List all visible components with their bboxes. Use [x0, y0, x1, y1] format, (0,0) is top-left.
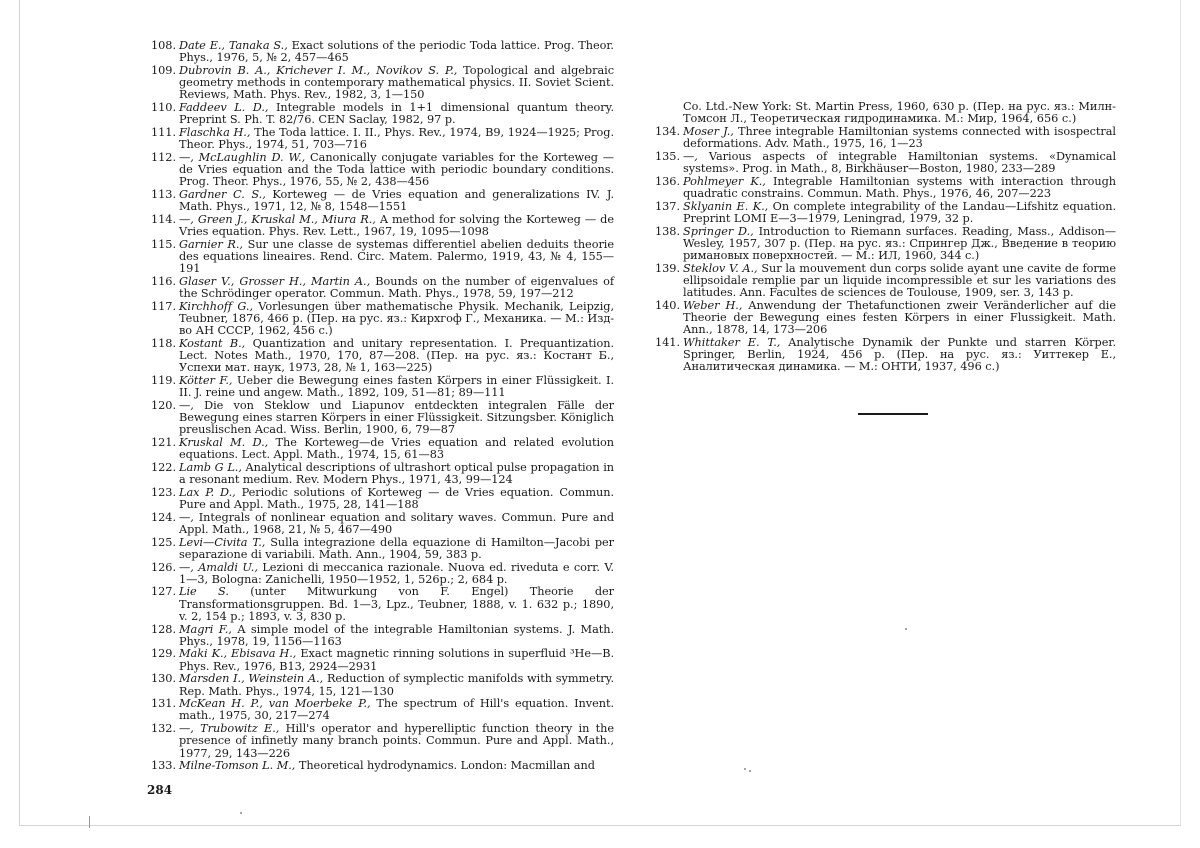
reference-number: 121.	[151, 436, 176, 449]
reference-text: A simple model of the integrable Hamiltonian systems. J. Math. Phys., 1978, 19, 1156—1163	[179, 622, 615, 648]
reference-authors: Kötter F.,	[179, 373, 233, 387]
reference-number: 112.	[151, 150, 176, 164]
reference-number: 117.	[151, 299, 176, 313]
reference-text: Bounds on the number of eigenvalues of the Schrödinger operator. Commun. Math. Phys., 1978, 59, 197—212	[179, 274, 615, 301]
reference-authors: Levi—Civita T.,	[179, 535, 266, 549]
reference-entry	[650, 337, 1116, 374]
reference-entry	[146, 65, 614, 102]
reference-text: Exact magnetic rinning solutions in superfluid ³He—B. Phys. Rev., 1976, B13, 2924—2931	[179, 647, 615, 673]
reference-authors: Kruskal M. D.,	[179, 436, 269, 449]
bibliography-right-list	[650, 126, 1116, 374]
reference-text: The Toda lattice. I. II., Phys. Rev., 1974, B9, 1924—1925; Prog. Theor. Phys., 1974, 51, 703—716	[179, 125, 614, 152]
reference-number: 110.	[151, 101, 176, 115]
reference-entry	[146, 375, 614, 399]
reference-entry	[146, 673, 614, 697]
scan-speck	[749, 770, 751, 772]
reference-number: 108.	[151, 39, 176, 52]
reference-text: Analytical descriptions of ultrashort optical pulse propagation in a resonant medium. Rev. Modern Phys., 1971, 43, 99—124	[179, 460, 614, 487]
reference-number: 119.	[151, 373, 176, 387]
reference-text: Integrals of nonlinear equation and solitary waves. Commun. Pure and Appl. Math., 1968, 21, № 5, 467—490	[179, 510, 614, 536]
reference-authors: McKean H. P., van Moerbeke P.,	[179, 697, 371, 711]
reference-number: 129.	[151, 647, 176, 661]
reference-text: Quantization and unitary representation. I. Prequantization. Lect. Notes Math., 1970, 170, 87—208. (Пер. на рус. яз.: Костант Б., Успехи мат. наук, 1973, 28, № 1, 163—225)	[179, 336, 615, 375]
reference-entry	[146, 562, 614, 586]
reference-number: 114.	[151, 212, 176, 226]
scan-bottom-edge	[19, 825, 1181, 826]
reference-text: On complete integrability of the Landau—Lifshitz equation. Preprint LOMI E—3—1979, Leningrad, 1979, 32 p.	[683, 199, 1116, 225]
reference-number: 136.	[655, 174, 680, 188]
scan-left-edge	[19, 0, 20, 825]
reference-text: Lezioni di meccanica razionale. Nuova ed. riveduta e corr. V. 1—3, Bologna: Zanichelli, 1950—1952, 1, 526p.; 2, 684 p.	[179, 560, 614, 586]
reference-number: 115.	[151, 237, 176, 251]
reference-authors: Date E., Tanaka S.,	[179, 39, 288, 52]
reference-text: Reduction of symplectic manifolds with symmetry. Rep. Math. Phys., 1974, 15, 121—130	[179, 672, 614, 698]
reference-entry	[146, 400, 614, 437]
reference-entry	[146, 239, 614, 276]
reference-text: Ueber die Bewegung eines fasten Körpers in einer Flüssigkeit. I. II. J. reine und angew. Math., 1892, 109, 51—81; 89—111	[179, 373, 614, 400]
scan-right-edge	[1180, 0, 1181, 825]
reference-number: 132.	[151, 722, 176, 736]
reference-entry	[146, 487, 614, 511]
reference-entry	[146, 189, 614, 213]
reference-authors: Whittaker E. T.,	[683, 335, 781, 349]
reference-text: Integrable Hamiltonian systems with interaction through quadratic constrains. Commun. Math. Phys., 1976, 46, 207—223	[683, 174, 1116, 200]
reference-authors: Gardner C. S.,	[179, 187, 266, 201]
reference-authors: Springer D.,	[683, 224, 754, 238]
reference-number: 134.	[655, 124, 680, 138]
reference-authors: Maki K., Ebisava H.,	[179, 647, 297, 661]
reference-entry	[146, 462, 614, 486]
reference-authors: Pohlmeyer K.,	[683, 174, 766, 188]
reference-authors: —, Amaldi U.,	[179, 560, 258, 574]
bibliography-left-column	[146, 40, 614, 773]
reference-entry	[146, 586, 614, 623]
scan-speck	[240, 812, 242, 814]
reference-number: 138.	[655, 224, 680, 238]
reference-text: Die von Steklow und Liapunov entdeckten integralen Fälle der Bewegung eines starren Körpers in einer Flüssigkeit. Sitzungsber. Königlich preuslischen Acad. Wiss. Berlin, 1900, 6, 79—87	[179, 398, 615, 437]
end-of-list-rule	[858, 413, 928, 415]
reference-text: Anwendung der Thetafunctionen zweir Veränderlicher auf die Theorie der Bewegung eines festen Körpers in einer Flussigkeit. Math. Ann., 1878, 14, 173—206	[683, 298, 1116, 337]
reference-number: 118.	[151, 336, 176, 350]
reference-entry	[650, 176, 1116, 200]
reference-entry	[650, 201, 1116, 225]
reference-authors: Milne-Tomson L. M.,	[179, 759, 296, 773]
reference-number: 133.	[151, 759, 176, 773]
reference-text: (unter Mitwurkung von F. Engel) Theorie der Transformationsgruppen. Bd. 1—3, Lpz., Teubner, 1888, v. 1. 632 p.; 1890, v. 2, 154 p.; 1893, v. 3, 830 p.	[179, 585, 614, 623]
reference-continuation: Co. Ltd.-New York: St. Martin Press, 1960, 630 p. (Пер. на рус. яз.: Милн-Томсон Л., Теоретическая гидродинамика. М.: Мир, 1964, 656 с.)	[683, 100, 1116, 126]
reference-number: 111.	[151, 125, 176, 139]
reference-entry	[146, 624, 614, 648]
reference-authors: Magri F.,	[179, 622, 232, 636]
reference-authors: Lax P. D.,	[179, 485, 236, 499]
reference-authors: Sklyanin E. K.,	[683, 199, 769, 213]
reference-number: 127.	[151, 585, 176, 599]
reference-number: 125.	[151, 535, 176, 549]
reference-text: Integrable models in 1+1 dimensional quantum theory. Preprint S. Ph. T. 82/76. CEN Saclay, 1982, 97 p.	[179, 101, 615, 127]
reference-entry	[146, 102, 614, 126]
reference-entry	[146, 760, 614, 772]
reference-authors: —,	[683, 149, 698, 163]
reference-entry	[146, 512, 614, 536]
reference-text: Sur une classe de systemas differentiel abelien deduits theorie des equations lineaires. Rend. Circ. Matem. Palermo, 1919, 43, № 4, 155—191	[179, 237, 614, 276]
reference-number: 113.	[151, 187, 176, 201]
reference-authors: Moser J.,	[683, 124, 734, 138]
reference-text: Periodic solutions of Korteweg — de Vries equation. Commun. Pure and Appl. Math., 1975, 28, 141—188	[179, 485, 614, 512]
reference-number: 140.	[655, 298, 680, 312]
reference-authors: Lamb G L.,	[179, 460, 242, 474]
reference-authors: Lie S.	[179, 585, 229, 599]
reference-authors: —, Green J., Kruskal M., Miura R.,	[179, 212, 376, 226]
reference-text: Three integrable Hamiltonian systems connected with isospectral deformations. Adv. Math., 1975, 16, 1—23	[683, 124, 1117, 151]
reference-authors: Dubrovin B. A., Krichever I. M., Novikov S. P.,	[179, 63, 458, 77]
reference-text: The Korteweg—de Vries equation and related evolution equations. Lect. Appl. Math., 1974, 15, 61—83	[179, 436, 614, 462]
reference-entry	[146, 40, 614, 64]
scan-speck	[905, 628, 907, 630]
reference-authors: Glaser V., Grosser H., Martin A.,	[179, 274, 371, 288]
reference-text: Topological and algebraic geometry methods in contemporary mathematical physics. II. Soviet Scient. Reviews, Math. Phys. Rev., 1982, 3, 1—150	[179, 63, 614, 102]
reference-text: Canonically conjugate variables for the Korteweg — de Vries equation and the Toda lattice with periodic boundary conditions. Prog. Theor. Phys., 1976, 55, № 2, 438—456	[179, 150, 615, 189]
reference-text: A method for solving the Korteweg — de Vries equation. Phys. Rev. Lett., 1967, 19, 1095—1098	[179, 212, 614, 239]
reference-entry	[146, 301, 614, 338]
reference-entry	[146, 152, 614, 189]
reference-authors: Flaschka H.,	[179, 125, 251, 139]
bibliography-right-column	[650, 101, 1116, 374]
reference-number: 126.	[151, 560, 176, 574]
reference-authors: Faddeev L. D.,	[179, 101, 269, 115]
reference-number: 135.	[655, 149, 680, 163]
reference-authors: Kirchhoff G.,	[179, 299, 253, 313]
reference-entry	[146, 537, 614, 561]
reference-entry	[650, 263, 1116, 300]
reference-number: 128.	[151, 622, 176, 636]
reference-text: Hill's operator and hyperelliptic function theory in the presence of infinetly many branch points. Commun. Pure and Appl. Math., 1977, 29, 143—226	[179, 722, 615, 760]
reference-number: 122.	[151, 460, 176, 474]
reference-text: Introduction to Riemann surfaces. Reading, Mass., Addison—Wesley, 1957, 307 p. (Пер. на рус. яз.: Спрингер Дж., Введение в теорию римановых поверхностей. — М.: ИЛ, 1960, 344 с.)	[683, 224, 1117, 262]
reference-number: 141.	[655, 335, 680, 349]
reference-entry	[146, 698, 614, 722]
reference-text: Sur la mouvement dun corps solide ayant une cavite de forme ellipsoidale remplie par un liquide incompressible et sur les variations des latitudes. Ann. Facultes de sciences de Toulouse, 1909, ser. 3, 143 p.	[683, 261, 1116, 300]
reference-number: 123.	[151, 485, 176, 499]
reference-text: Korteweg — de Vries equation and generalizations IV. J. Math. Phys., 1971, 12, № 8, 1548—1551	[179, 187, 614, 214]
reference-authors: Garnier R.,	[179, 237, 243, 251]
reference-text: Exact solutions of the periodic Toda lattice. Prog. Theor. Phys., 1976, 5, № 2, 457—465	[179, 39, 614, 65]
reference-entry	[146, 437, 614, 461]
reference-number: 137.	[655, 199, 680, 213]
reference-authors: —, McLaughlin D. W.,	[179, 150, 306, 164]
scan-speck	[744, 768, 746, 770]
reference-authors: —,	[179, 398, 194, 412]
reference-text: Theoretical hydrodynamics. London: Macmillan and	[298, 759, 595, 773]
reference-authors: Kostant B.,	[179, 336, 246, 350]
reference-authors: —,	[179, 510, 194, 524]
reference-entry	[146, 648, 614, 672]
scan-mark	[89, 816, 90, 828]
reference-number: 124.	[151, 510, 176, 524]
reference-text: Analytische Dynamik der Punkte und starren Körper. Springer, Berlin, 1924, 456 p. (Пер. на рус. яз.: Уиттекер Е., Аналитическая динамика. — М.: ОНТИ, 1937, 496 с.)	[683, 335, 1116, 374]
reference-text: Sulla integrazione della equazione di Hamilton—Jacobi per separazione di variabili. Math. Ann., 1904, 59, 383 p.	[179, 535, 615, 561]
reference-number: 109.	[151, 63, 176, 77]
reference-number: 116.	[151, 274, 176, 288]
reference-entry	[146, 338, 614, 375]
reference-entry	[146, 214, 614, 238]
reference-entry	[650, 151, 1116, 175]
reference-entry	[146, 127, 614, 151]
reference-entry	[650, 226, 1116, 263]
reference-entry	[146, 723, 614, 760]
reference-authors: Steklov V. A.,	[683, 261, 758, 275]
reference-number: 120.	[151, 398, 176, 412]
reference-authors: Marsden I., Weinstein A.,	[179, 672, 324, 686]
reference-number: 130.	[151, 672, 176, 686]
reference-authors: Weber H.,	[683, 298, 743, 312]
reference-text: Various aspects of integrable Hamiltonian systems. «Dynamical systems». Prog. in Math., 8, Birkhäuser—Boston, 1980, 233—289	[683, 149, 1117, 176]
reference-text: Vorlesungen über mathematische Physik. Mechanik, Leipzig, Teubner, 1876, 466 p. (Пер. на рус. яз.: Кирхгоф Г., Механика. — М.: Изд-во АН СССР, 1962, 456 с.)	[179, 299, 614, 338]
page-number: 284	[147, 783, 173, 797]
reference-text: The spectrum of Hill's equation. Invent. math., 1975, 30, 217—274	[179, 697, 615, 723]
reference-entry	[146, 276, 614, 300]
reference-authors: —, Trubowitz E.,	[179, 722, 280, 736]
reference-entry	[650, 126, 1116, 150]
reference-number: 131.	[151, 697, 176, 711]
reference-entry	[650, 300, 1116, 337]
reference-number: 139.	[655, 261, 680, 275]
